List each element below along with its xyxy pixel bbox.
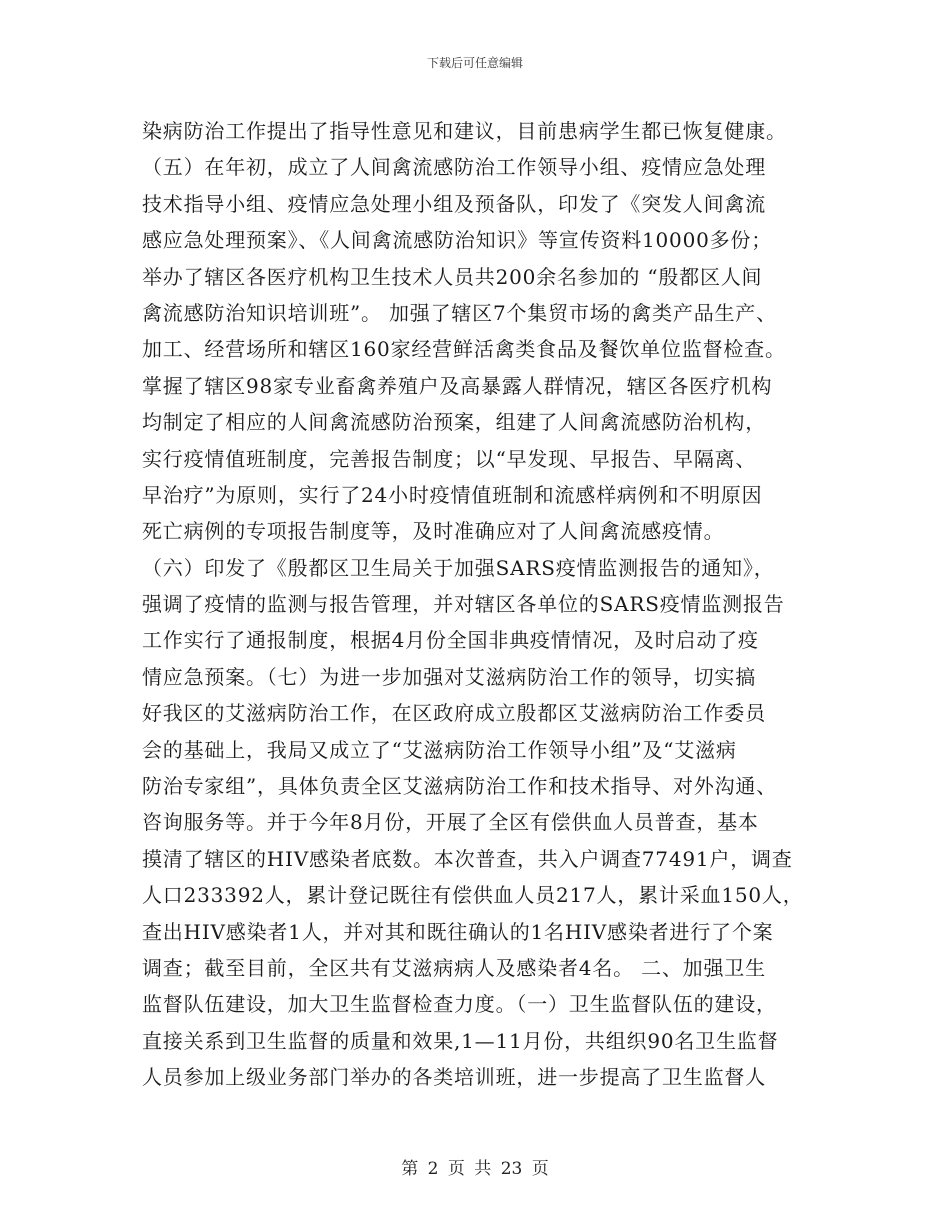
text-line: 早治疗”为原则，实行了24小时疫情值班制和流感样病例和不明原因 — [142, 482, 763, 507]
text-line: 禽流感防治知识培训班”。 加强了辖区7个集贸市场的禽类产品生产、 — [142, 300, 777, 325]
text-line: 掌握了辖区98家专业畜禽养殖户及高暴露人群情况，辖区各医疗机构 — [142, 373, 773, 398]
text-line: 人员参加上级业务部门举办的各类培训班，进一步提高了卫生监督人 — [142, 1065, 766, 1090]
text-line: （五）在年初，成立了人间禽流感防治工作领导小组、疫情应急处理 — [142, 155, 766, 180]
text-line: 工作实行了通报制度，根据4月份全国非典疫情情况，及时启动了疫 — [142, 628, 759, 653]
text-line: 感应急处理预案》、《人间禽流感防治知识》等宣传资料10000多份； — [142, 228, 773, 253]
text-line: 会的基础上，我局又成立了“艾滋病防治工作领导小组”及“艾滋病 — [142, 737, 737, 762]
text-line: 调查；截至目前，全区共有艾滋病病人及感染者4名。 二、加强卫生 — [142, 955, 766, 980]
text-line: 监督队伍建设，加大卫生监督检查力度。（一）卫生监督队伍的建设， — [142, 992, 777, 1017]
text-line: 染病防治工作提出了指导性意见和建议，目前患病学生都已恢复健康。 — [142, 119, 787, 143]
page-header: 下载后可任意编辑 — [426, 56, 523, 70]
text-line: 好我区的艾滋病防治工作，在区政府成立殷都区艾滋病防治工作委员 — [142, 701, 766, 726]
document-body — [142, 113, 822, 1096]
text-line: 实行疫情值班制度，完善报告制度；以“早发现、早报告、早隔离、 — [142, 446, 757, 471]
text-line: 均制定了相应的人间禽流感防治预案，组建了人间禽流感防治机构， — [142, 410, 766, 435]
text-line: 咨询服务等。并于今年8月份，开展了全区有偿供血人员普查，基本 — [142, 810, 759, 835]
text-line: 情应急预案。（七）为进一步加强对艾滋病防治工作的领导，切实搞 — [142, 664, 756, 689]
text-line: 人口233392人，累计登记既往有偿供血人员217人，累计采血150人， — [142, 883, 804, 908]
text-line: 查出HIV感染者1人，并对其和既往确认的1名HIV感染者进行了个案 — [142, 919, 774, 944]
text-line: 强调了疫情的监测与报告管理，并对辖区各单位的SARS疫情监测报告 — [142, 592, 785, 617]
text-line: 死亡病例的专项报告制度等，及时准确应对了人间禽流感疫情。 — [142, 519, 725, 544]
text-line: 防治专家组”，具体负责全区艾滋病防治工作和技术指导、对外沟通、 — [142, 774, 778, 799]
text-line: 摸清了辖区的HIV感染者底数。本次普查，共入户调查77491户，调查 — [142, 846, 793, 871]
page-footer: 第 2 页 共 23 页 — [401, 1159, 549, 1179]
text-line: 举办了辖区各医疗机构卫生技术人员共200余名参加的 “殷都区人间 — [142, 264, 763, 289]
text-line: 加工、经营场所和辖区160家经营鲜活禽类食品及餐饮单位监督检查。 — [142, 337, 786, 362]
text-line: 直接关系到卫生监督的质量和效果,1—11月份，共组织90名卫生监督 — [142, 1028, 779, 1053]
text-line: 技术指导小组、疫情应急处理小组及预备队，印发了《突发人间禽流 — [142, 191, 766, 216]
text-line: （六）印发了《殷都区卫生局关于加强SARS疫情监测报告的通知》， — [142, 555, 775, 580]
